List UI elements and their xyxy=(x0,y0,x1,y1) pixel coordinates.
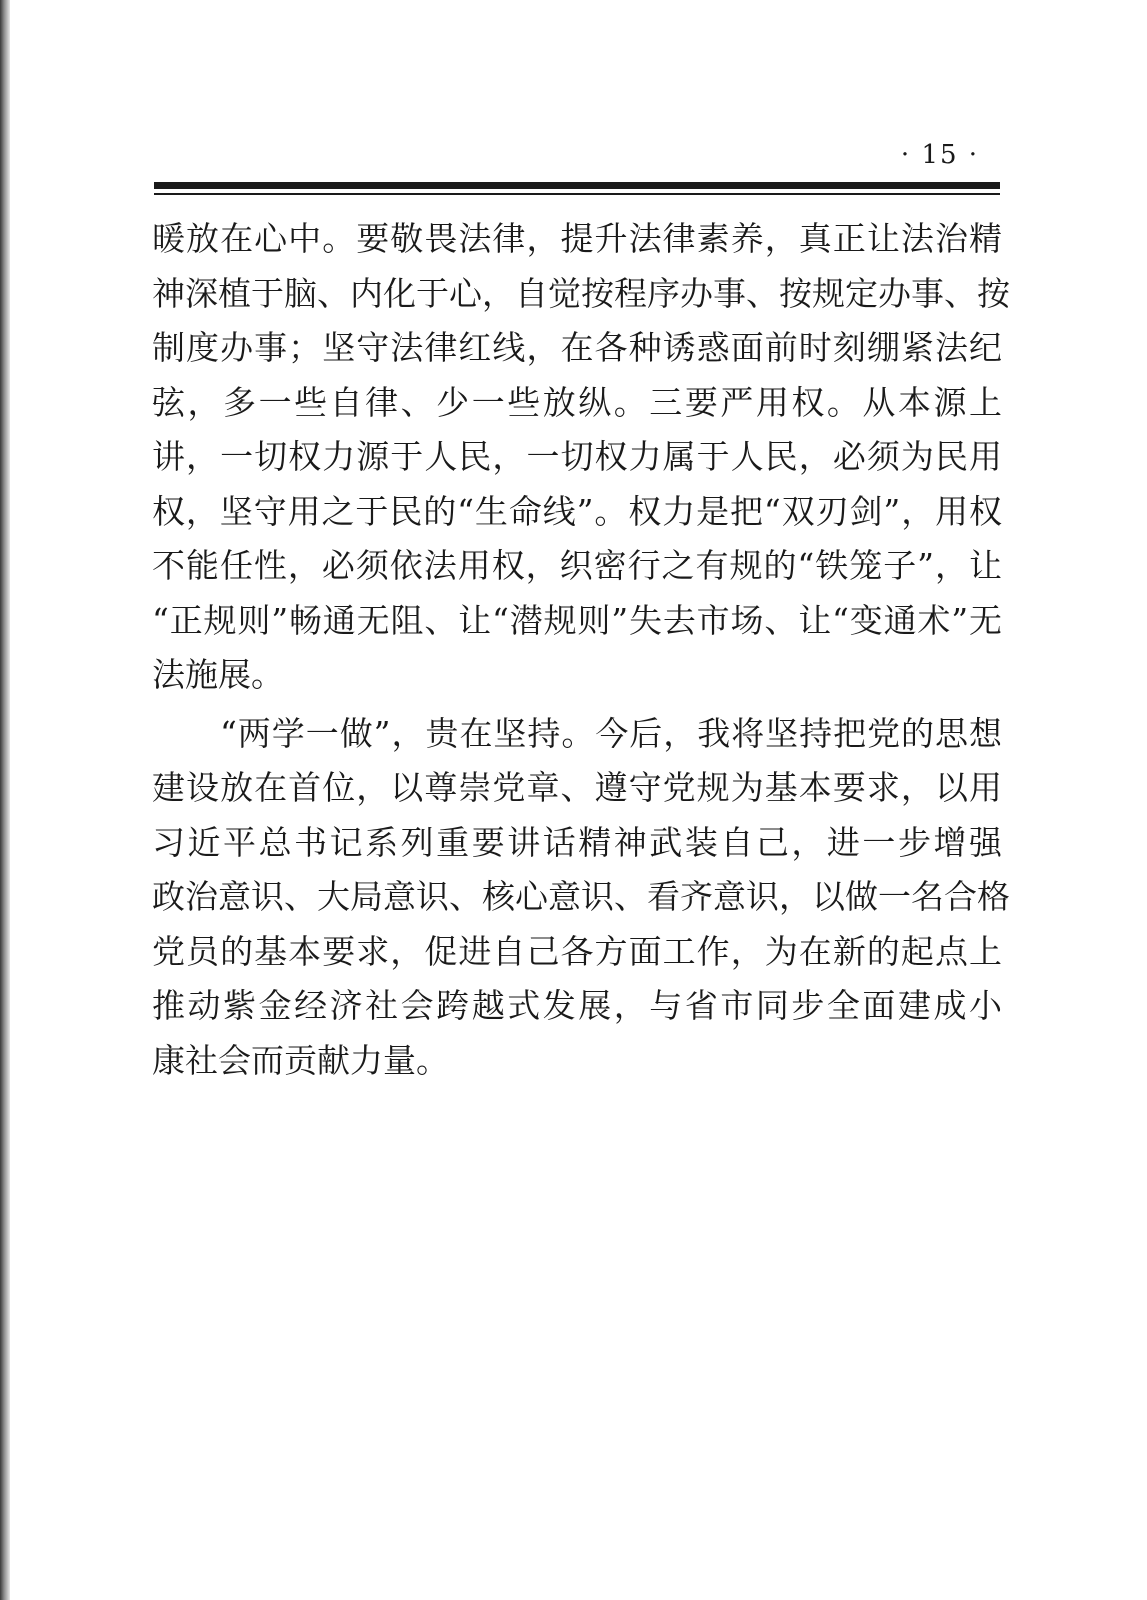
text-line: “两学一做”，贵在坚持。今后，我将坚持把党的思想 xyxy=(152,713,1002,753)
scan-edge xyxy=(0,0,10,1600)
page-number: · 15 · xyxy=(900,140,980,170)
text-line: 政治意识、大局意识、核心意识、看齐意识，以做一名合格 xyxy=(152,877,1010,916)
paragraph-1 xyxy=(152,212,1010,703)
header-rule-thick xyxy=(154,182,1000,189)
body-text xyxy=(152,212,1010,1088)
text-line: 制度办事；坚守法律红线，在各种诱惑面前时刻绷紧法纪 xyxy=(152,328,1002,367)
paragraph-2 xyxy=(152,707,1010,1089)
text-line: 习近平总书记系列重要讲话精神武装自己，进一步增强 xyxy=(152,822,1002,862)
text-line: 推动紫金经济社会跨越式发展，与省市同步全面建成小 xyxy=(152,986,1002,1025)
text-line: 权，坚守用之于民的“生命线”。权力是把“双刃剑”，用权 xyxy=(152,491,1002,531)
text-line: 弦，多一些自律、少一些放纵。三要严用权。从本源上 xyxy=(152,382,1002,422)
text-line: 讲，一切权力源于人民，一切权力属于人民，必须为民用 xyxy=(152,437,1002,476)
text-line: 暖放在心中。要敬畏法律，提升法律素养，真正让法治精 xyxy=(152,219,1002,258)
text-line: “正规则”畅通无阻、让“潜规则”失去市场、让“变通术”无 xyxy=(152,600,1002,640)
text-line: 不能任性，必须依法用权，织密行之有规的“铁笼子”，让 xyxy=(152,546,1002,585)
text-line: 法施展。 xyxy=(152,655,284,694)
text-line: 神深植于脑、内化于心，自觉按程序办事、按规定办事、按 xyxy=(152,273,1010,313)
text-line: 党员的基本要求，促进自己各方面工作，为在新的起点上 xyxy=(152,931,1002,971)
header-rule-thin xyxy=(154,193,1000,195)
text-line: 建设放在首位，以尊崇党章、遵守党规为基本要求，以用 xyxy=(152,768,1002,807)
text-line: 康社会而贡献力量。 xyxy=(152,1040,449,1080)
